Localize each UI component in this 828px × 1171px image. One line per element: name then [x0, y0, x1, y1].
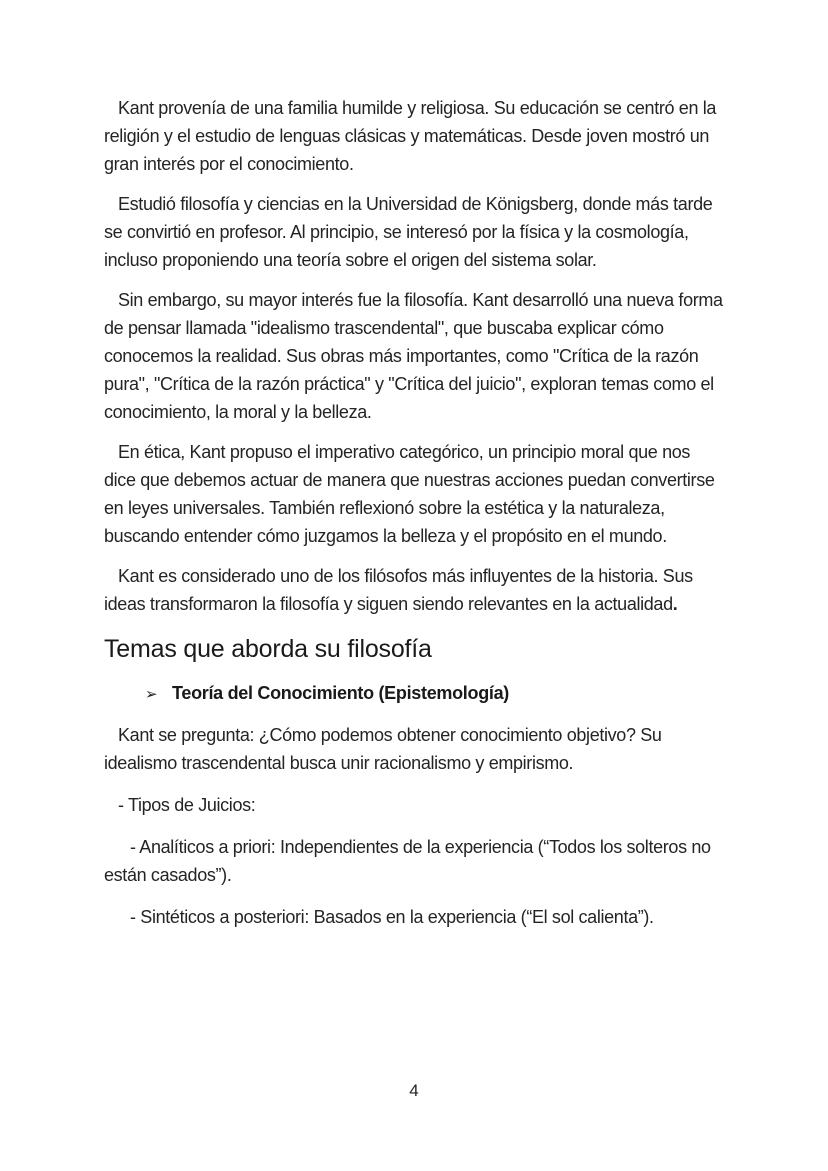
paragraph-kant-question: Kant se pregunta: ¿Cómo podemos obtener conocimiento objetivo? Su idealismo trascendental busca unir racionalismo y empirismo. [104, 725, 662, 773]
paragraph-kant-ethics: En ética, Kant propuso el imperativo categórico, un principio moral que nos dice que debemos actuar de manera que nuestras acciones puedan convertirse en leyes universales. También reflexionó sobre la estética y la naturaleza, buscando entender cómo juzgamos la belleza y el propósito en el mundo. [104, 442, 715, 546]
arrowhead-bullet-icon: ➢ [145, 685, 158, 703]
paragraph-kant-legacy-text: Kant es considerado uno de los filósofos más influyentes de la historia. Sus ideas transformaron la filosofía y siguen siendo relevantes en la actualidad [104, 566, 693, 614]
document-content-area [104, 94, 726, 931]
list-item-tipos-de-juicios: - Tipos de Juicios: [118, 795, 256, 815]
paragraph-kant-philosophy-works: Sin embargo, su mayor interés fue la filosofía. Kant desarrolló una nueva forma de pensar llamada "idealismo trascendental", que buscaba explicar cómo conocemos la realidad. Sus obras más importantes, como "Crítica de la razón pura", "Crítica de la razón práctica" y "Crítica del juicio", exploran temas como el conocimiento, la moral y la belleza. [104, 290, 723, 422]
bullet-item-epistemologia [104, 680, 726, 707]
paragraph-kant-studies: Estudió filosofía y ciencias en la Universidad de Königsberg, donde más tarde se convirtió en profesor. Al principio, se interesó por la física y la cosmología, incluso proponiendo una teoría sobre el origen del sistema solar. [104, 194, 713, 270]
paragraph-kant-family: Kant provenía de una familia humilde y religiosa. Su educación se centró en la religión y el estudio de lenguas clásicas y matemáticas. Desde joven mostró un gran interés por el conocimiento. [104, 98, 717, 174]
paragraph-kant-legacy [104, 562, 726, 618]
list-item-analiticos-a-priori: - Analíticos a priori: Independientes de la experiencia (“Todos los solteros no están casados”). [104, 837, 711, 885]
section-heading-temas: Temas que aborda su filosofía [104, 635, 432, 663]
page-number: 4 [409, 1081, 419, 1100]
list-item-sinteticos-a-posteriori: - Sintéticos a posteriori: Basados en la experiencia (“El sol calienta”). [130, 907, 654, 927]
paragraph-kant-legacy-bold-period: . [672, 594, 678, 614]
bullet-item-title: Teoría del Conocimiento (Epistemología) [172, 683, 509, 703]
